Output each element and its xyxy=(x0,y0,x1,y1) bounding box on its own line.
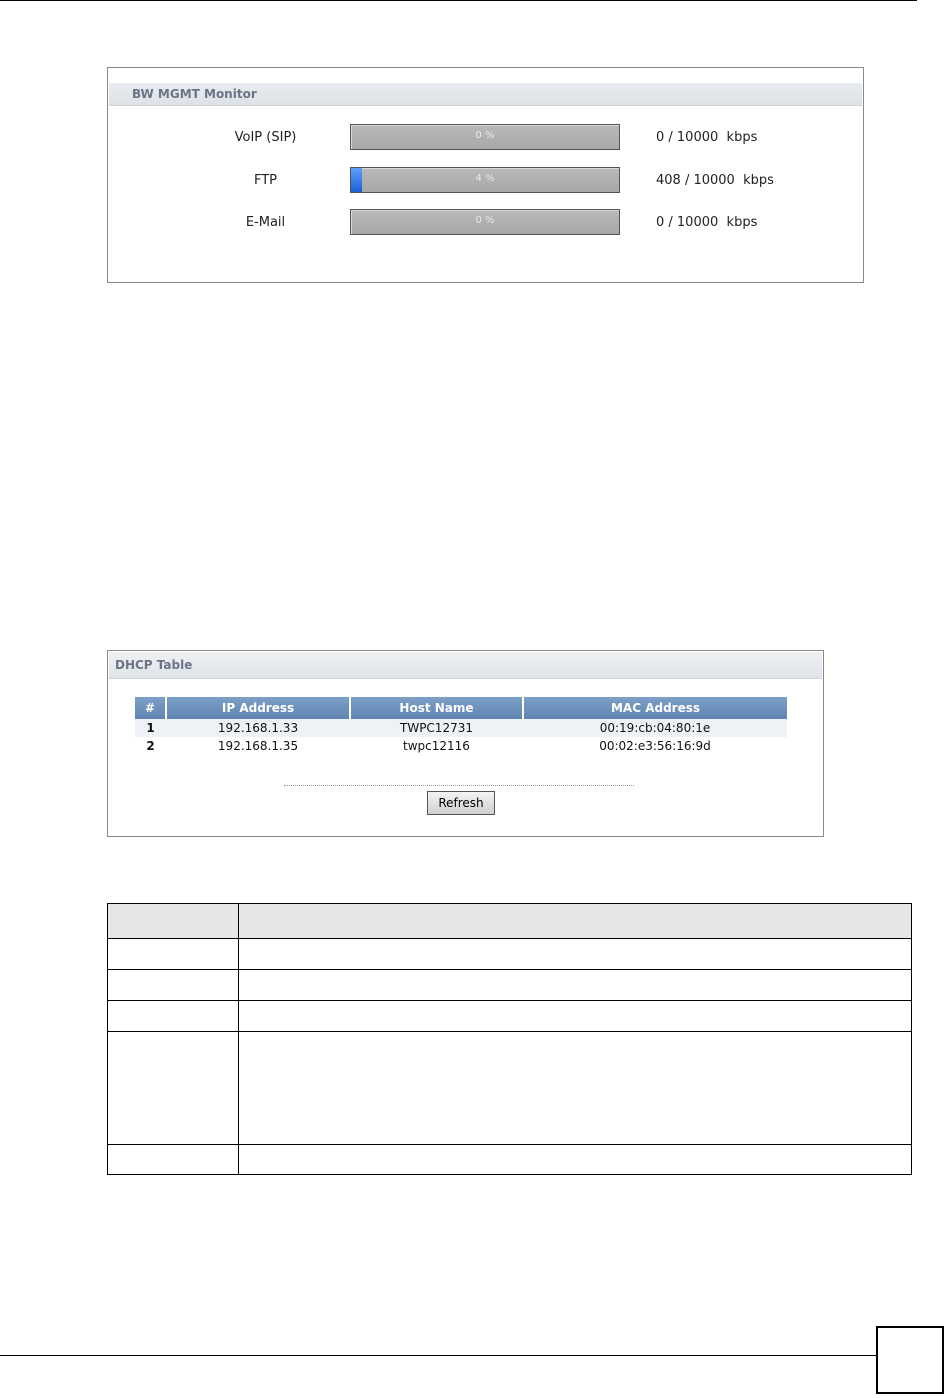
bandwidth-percent: 0 % xyxy=(475,215,495,226)
table-cell xyxy=(108,1001,239,1032)
table-cell xyxy=(108,1145,239,1175)
host-name-cell: TWPC12731 xyxy=(350,719,523,737)
bandwidth-progress-bar xyxy=(350,209,620,235)
refresh-button[interactable]: Refresh xyxy=(427,791,495,815)
bw-row-ftp xyxy=(108,167,863,195)
bandwidth-progress-bar xyxy=(350,124,620,150)
bw-row-email xyxy=(108,209,863,237)
table-row xyxy=(108,939,912,970)
bw-row-label: FTP xyxy=(253,173,278,188)
bandwidth-rate: 0 / 10000 kbps xyxy=(656,130,758,145)
bw-monitor-header xyxy=(109,83,862,106)
table-cell xyxy=(108,970,239,1001)
bw-mgmt-monitor-panel xyxy=(107,67,864,283)
dhcp-table-panel xyxy=(107,650,824,837)
table-row xyxy=(135,719,787,737)
column-header-mac-address: MAC Address xyxy=(523,697,787,719)
dhcp-table-title: DHCP Table xyxy=(115,658,193,672)
table-cell xyxy=(239,1001,912,1032)
page-number-box xyxy=(876,1326,944,1394)
table-cell xyxy=(108,939,239,970)
table-row xyxy=(108,1001,912,1032)
table-row xyxy=(135,737,787,755)
table-cell xyxy=(239,904,912,939)
table-cell xyxy=(239,939,912,970)
table-cell xyxy=(239,1145,912,1175)
column-header-host-name: Host Name xyxy=(350,697,523,719)
ip-address-cell: 192.168.1.35 xyxy=(217,739,299,753)
ip-address-cell: 192.168.1.33 xyxy=(166,719,350,737)
table-cell xyxy=(239,1032,912,1145)
mac-address-cell: 00:02:e3:56:16:9d xyxy=(599,739,711,753)
mac-address-cell: 00:19:cb:04:80:1e xyxy=(523,719,787,737)
field-description-table xyxy=(107,903,912,1175)
table-row xyxy=(108,1032,912,1145)
bw-monitor-title: BW MGMT Monitor xyxy=(132,87,257,101)
table-cell xyxy=(108,1032,239,1145)
table-header-row xyxy=(135,697,787,719)
table-cell xyxy=(239,970,912,1001)
dotted-divider xyxy=(284,785,634,786)
bandwidth-rate: 408 / 10000 kbps xyxy=(656,173,774,188)
table-header-row xyxy=(108,904,912,939)
table-row xyxy=(108,970,912,1001)
row-index: 1 xyxy=(135,719,166,737)
bw-row-label: E-Mail xyxy=(245,215,286,230)
bandwidth-progress-bar xyxy=(350,167,620,193)
footer-rule xyxy=(0,1355,880,1356)
row-index: 2 xyxy=(146,739,155,753)
bandwidth-percent: 4 % xyxy=(475,173,495,184)
dhcp-table-header xyxy=(109,652,822,679)
table-cell xyxy=(108,904,239,939)
bandwidth-rate: 0 / 10000 kbps xyxy=(656,215,758,230)
column-header-index: # xyxy=(135,697,166,719)
header-rule xyxy=(0,0,917,1)
bw-row-label: VoIP (SIP) xyxy=(234,130,297,145)
host-name-cell: twpc12116 xyxy=(403,739,470,753)
bw-row-voip xyxy=(108,124,863,152)
bandwidth-percent: 0 % xyxy=(475,130,495,141)
column-header-ip-address: IP Address xyxy=(166,697,350,719)
dhcp-client-table xyxy=(135,697,787,755)
table-row xyxy=(108,1145,912,1175)
